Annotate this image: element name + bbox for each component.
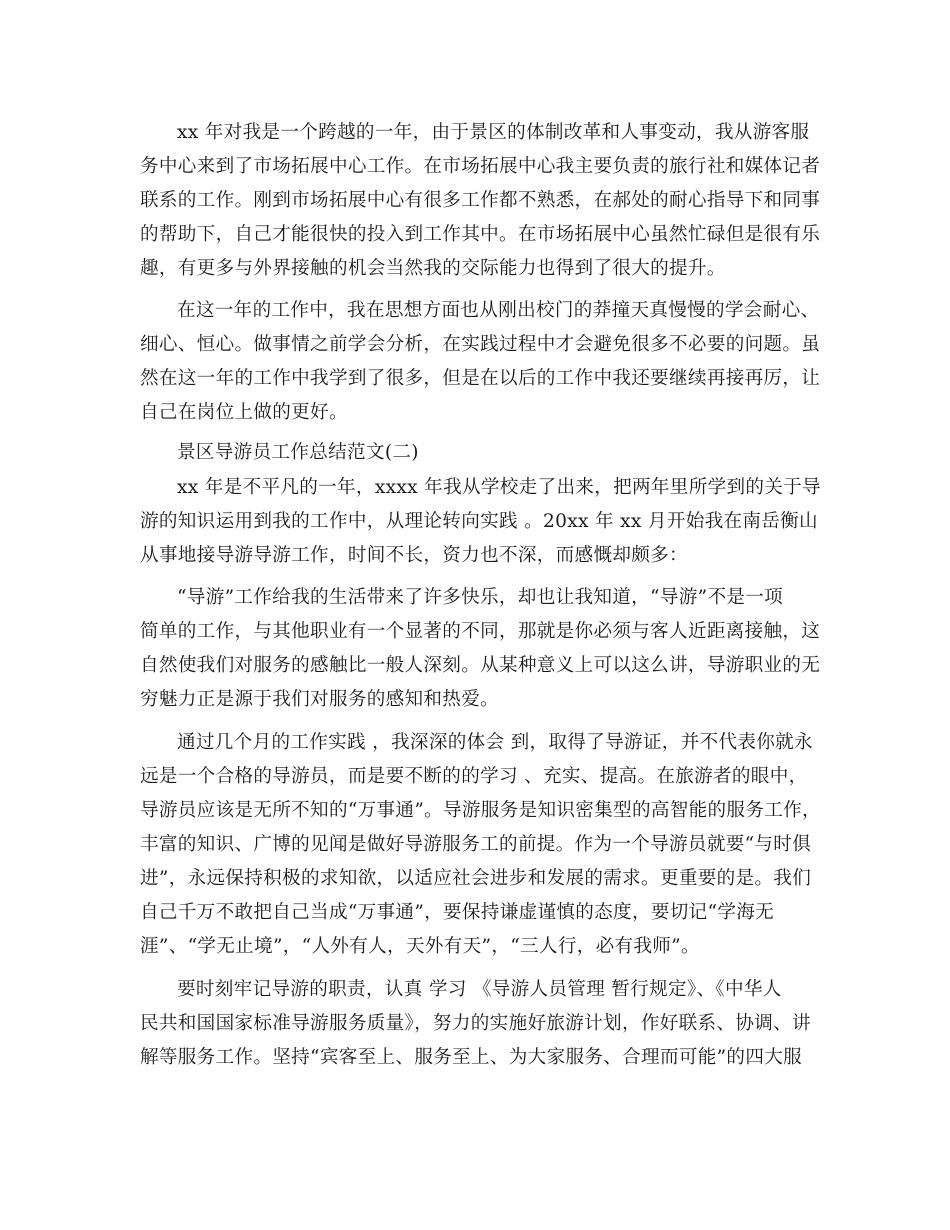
text-line: 趣，有更多与外界接触的机会当然我的交际能力也得到了很大的提升。	[140, 258, 726, 279]
text-line: 进”，永远保持积极的求知欲，以适应社会进步和发展的需求。更重要的是。我们	[140, 868, 812, 889]
text-line: xx 年对我是一个跨越的一年，由于景区的体制改革和人事变动，我从游客服	[177, 122, 810, 143]
text-line: 然在这一年的工作中我学到了很多，但是在以后的工作中我还要继续再接再厉，让	[140, 368, 821, 389]
text-line: 细心、恒心。做事情之前学会分析，在实践过程中才会避免很多不必要的问题。虽	[140, 334, 821, 355]
text-line: 丰富的知识、广博的见闻是做好导游服务工的前提。作为一个导游员就要“与时俱	[140, 834, 812, 855]
text-line: 民共和国国家标准导游服务质量》，努力的实施好旅游计划，作好联系、协调、讲	[140, 1013, 811, 1034]
text-line: 远是一个合格的导游员，而是要不断的的学习 、充实、提高。在旅游者的眼中，	[140, 766, 808, 787]
text-line: 在这一年的工作中，我在思想方面也从刚出校门的莽撞天真慢慢的学会耐心、	[177, 300, 820, 321]
text-line: xx 年是不平凡的一年，xxxx 年我从学校走了出来，把两年里所学到的关于导	[177, 477, 821, 498]
text-line: 要时刻牢记导游的职责，认真 学习 《导游人员管理 暂行规定》、《中华人	[177, 979, 782, 1000]
text-line: 涯”、“学无止境”，“人外有人，天外有天”，“三人行，必有我师”。	[140, 936, 700, 957]
text-line: 务中心来到了市场拓展中心工作。在市场拓展中心我主要负责的旅行社和媒体记者	[140, 156, 821, 177]
text-line: “导游”工作给我的生活带来了许多快乐，却也让我知道，“导游”不是一项	[177, 587, 784, 608]
text-line: 游的知识运用到我的工作中，从理论转向实践 。20xx 年 xx 月开始我在南岳衡山	[140, 511, 818, 532]
text-line: 联系的工作。刚到市场拓展中心有很多工作都不熟悉，在郝处的耐心指导下和同事	[140, 190, 821, 211]
text-line: 导游员应该是无所不知的“万事通”。导游服务是知识密集型的高智能的服务工作，	[140, 800, 821, 821]
text-line: 从事地接导游导游工作，时间不长，资力也不深，而感慨却颇多：	[140, 545, 688, 566]
text-line: 自然使我们对服务的感触比一般人深刻。从某种意义上可以这么讲，导游职业的无	[140, 655, 821, 676]
text-line: 自己在岗位上做的更好。	[140, 402, 348, 423]
text-line: 通过几个月的工作实践 ，我深深的体会 到，取得了导游证，并不代表你就永	[177, 732, 813, 753]
text-line: 穷魅力正是源于我们对服务的感知和热爱。	[140, 689, 499, 710]
text-line: 自己千万不敢把自己当成“万事通”，要保持谦虚谨慎的态度，要切记“学海无	[140, 902, 775, 923]
section-heading: 景区导游员工作总结范文(二)	[177, 442, 419, 463]
text-line: 的帮助下，自己才能很快的投入到工作其中。在市场拓展中心虽然忙碌但是很有乐	[140, 224, 821, 245]
text-line: 简单的工作，与其他职业有一个显著的不同，那就是你必须与客人近距离接触，这	[140, 621, 821, 642]
text-line: 解等服务工作。坚持“宾客至上、服务至上、为大家服务、合理而可能”的四大服	[140, 1047, 802, 1068]
